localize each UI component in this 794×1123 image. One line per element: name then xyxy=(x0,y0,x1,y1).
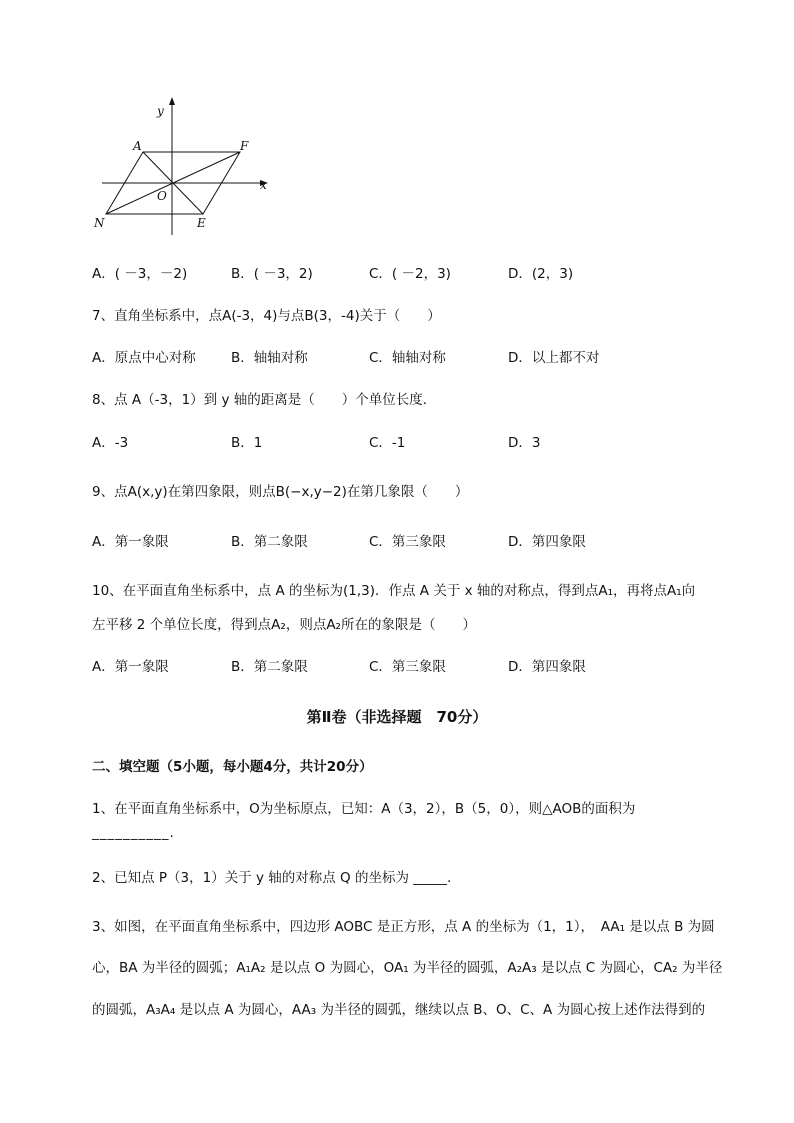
label-E: E xyxy=(197,216,206,230)
label-x: x xyxy=(260,178,267,192)
label-O: O xyxy=(157,189,167,203)
q10-option-d[interactable]: D．第四象限 xyxy=(508,659,586,675)
coordinate-figure xyxy=(88,95,278,235)
q10-option-c[interactable]: C．第三象限 xyxy=(369,659,446,675)
q8-question: 8、点 A（-3，1）到 y 轴的距离是（ ）个单位长度． xyxy=(92,392,437,408)
f2-question: 2、已知点 P（3，1）关于 y 轴的对称点 Q 的坐标为 _____. xyxy=(92,870,452,886)
f3-question-line1: 3、如图，在平面直角坐标系中，四边形 AOBC 是正方形，点 A 的坐标为（1，1）， AA₁ 是以点 B 为圆 xyxy=(92,919,715,935)
part2-title: 第Ⅱ卷（非选择题 70分） xyxy=(306,708,488,726)
label-F: F xyxy=(240,139,249,153)
f3-question-line2: 心，BA 为半径的圆弧；A₁A₂ 是以点 O 为圆心，OA₁ 为半径的圆弧，A₂A₃ 是以点 C 为圆心，CA₂ 为半径 xyxy=(92,960,723,976)
q6-option-c[interactable]: C．( －2，3) xyxy=(369,266,451,282)
q7-option-c[interactable]: C．轴轴对称 xyxy=(369,350,446,366)
q7-option-a[interactable]: A．原点中心对称 xyxy=(92,350,196,366)
label-y: y xyxy=(157,104,164,118)
q6-option-b[interactable]: B．( －3，2) xyxy=(231,266,313,282)
q7-option-b[interactable]: B．轴轴对称 xyxy=(231,350,308,366)
q8-option-b[interactable]: B．1 xyxy=(231,435,263,451)
label-A: A xyxy=(133,139,142,153)
q7-option-d[interactable]: D．以上都不对 xyxy=(508,350,600,366)
q8-option-a[interactable]: A．-3 xyxy=(92,435,129,451)
q6-option-d[interactable]: D．(2，3) xyxy=(508,266,574,282)
q8-option-d[interactable]: D．3 xyxy=(508,435,541,451)
q10-option-a[interactable]: A．第一象限 xyxy=(92,659,169,675)
q9-option-b[interactable]: B．第二象限 xyxy=(231,534,308,550)
f1-answer-blank[interactable]: __________. xyxy=(92,825,175,841)
y-axis-arrow-icon xyxy=(169,97,175,105)
q9-option-c[interactable]: C．第三象限 xyxy=(369,534,446,550)
q8-option-c[interactable]: C．-1 xyxy=(369,435,406,451)
q9-option-d[interactable]: D．第四象限 xyxy=(508,534,586,550)
q10-question-line1: 10、在平面直角坐标系中，点 A 的坐标为(1,3)．作点 A 关于 x 轴的对称点，得到点A₁，再将点A₁向 xyxy=(92,583,696,599)
f3-question-line3: 的圆弧，A₃A₄ 是以点 A 为圆心，AA₃ 为半径的圆弧，继续以点 B、O、C、A 为圆心按上述作法得到的 xyxy=(92,1002,706,1018)
q6-option-a[interactable]: A．( －3，－2) xyxy=(92,266,188,282)
q10-question-line2: 左平移 2 个单位长度，得到点A₂，则点A₂所在的象限是（ ） xyxy=(92,617,476,633)
label-N: N xyxy=(94,216,105,230)
q9-question: 9、点A(x,y)在第四象限，则点B(−x,y−2)在第几象限（ ） xyxy=(92,484,469,500)
q10-option-b[interactable]: B．第二象限 xyxy=(231,659,308,675)
q7-question: 7、直角坐标系中，点A(-3，4)与点B(3，-4)关于（ ） xyxy=(92,308,441,324)
q9-option-a[interactable]: A．第一象限 xyxy=(92,534,169,550)
fill-in-section-heading: 二、填空题（5小题，每小题4分，共计20分） xyxy=(92,759,373,775)
f1-question-line1: 1、在平面直角坐标系中，O为坐标原点，已知：A（3，2），B（5，0），则△AOB的面积为 xyxy=(92,801,636,817)
